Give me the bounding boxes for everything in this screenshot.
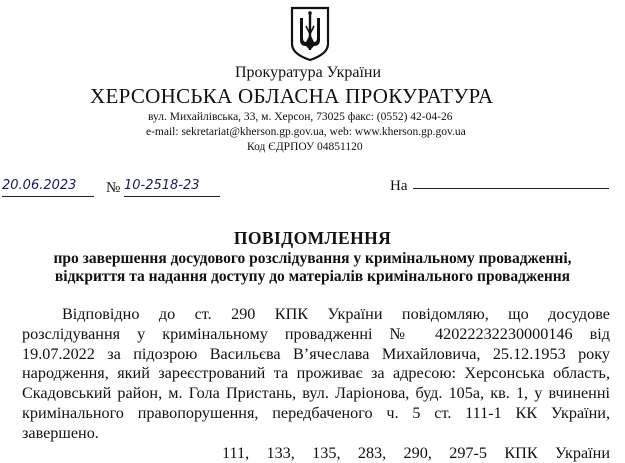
document-date: 20.06.2023	[2, 178, 94, 197]
notice-subtitle-line-2: відкриття та надання доступу до матеріалів кримінального провадження	[54, 268, 571, 285]
body-line: розслідування у кримінальному провадженні № 42022232230000146 від	[22, 324, 610, 343]
number-sign: №	[106, 180, 121, 196]
notice-title: ПОВІДОМЛЕННЯ	[233, 228, 392, 248]
body-line: Відповідно до ст. 290 КПК України повідомляю, що досудове	[62, 305, 610, 323]
regional-office-name: ХЕРСОНСЬКА ОБЛАСНА ПРОКУРАТУРА	[90, 84, 494, 108]
body-line: Скадовський район, м. Гола Пристань, вул. Ларіонова, буд. 105а, кв. 1, у вчиненні	[22, 384, 610, 403]
reply-to-line	[413, 188, 609, 189]
body-line: 111, 133, 135, 283, 290, 297-5 КПК України	[222, 443, 610, 462]
trident-emblem-icon	[288, 4, 332, 62]
office-contacts: e-mail: sekretariat@kherson.gp.gov.ua, web: www.kherson.gp.gov.ua	[146, 126, 466, 138]
body-line: народження, який зареєстрований та проживає за адресою: Херсонська область,	[22, 364, 610, 383]
document-number: 10-2518-23	[124, 178, 220, 197]
body-line: 19.07.2022 за підозрою Васильєва В’ячеслава Михайловича, 25.12.1953 року	[22, 344, 610, 363]
body-line: кримінального правопорушення, передбаченого ч. 5 ст. 111-1 КК України,	[22, 403, 610, 422]
office-address: вул. Михайлівська, 33, м. Херсон, 73025 факс: (0552) 42-04-26	[148, 111, 453, 123]
edrpou-code: Код ЄДРПОУ 04851120	[247, 141, 363, 153]
notice-subtitle-line-1: про завершення досудового розслідування у кримінальному провадженні,	[53, 250, 572, 267]
reply-to-label: На	[390, 178, 408, 194]
notice-body	[22, 305, 610, 463]
agency-name: Прокуратура України	[235, 64, 382, 81]
body-line: завершено.	[22, 423, 99, 442]
